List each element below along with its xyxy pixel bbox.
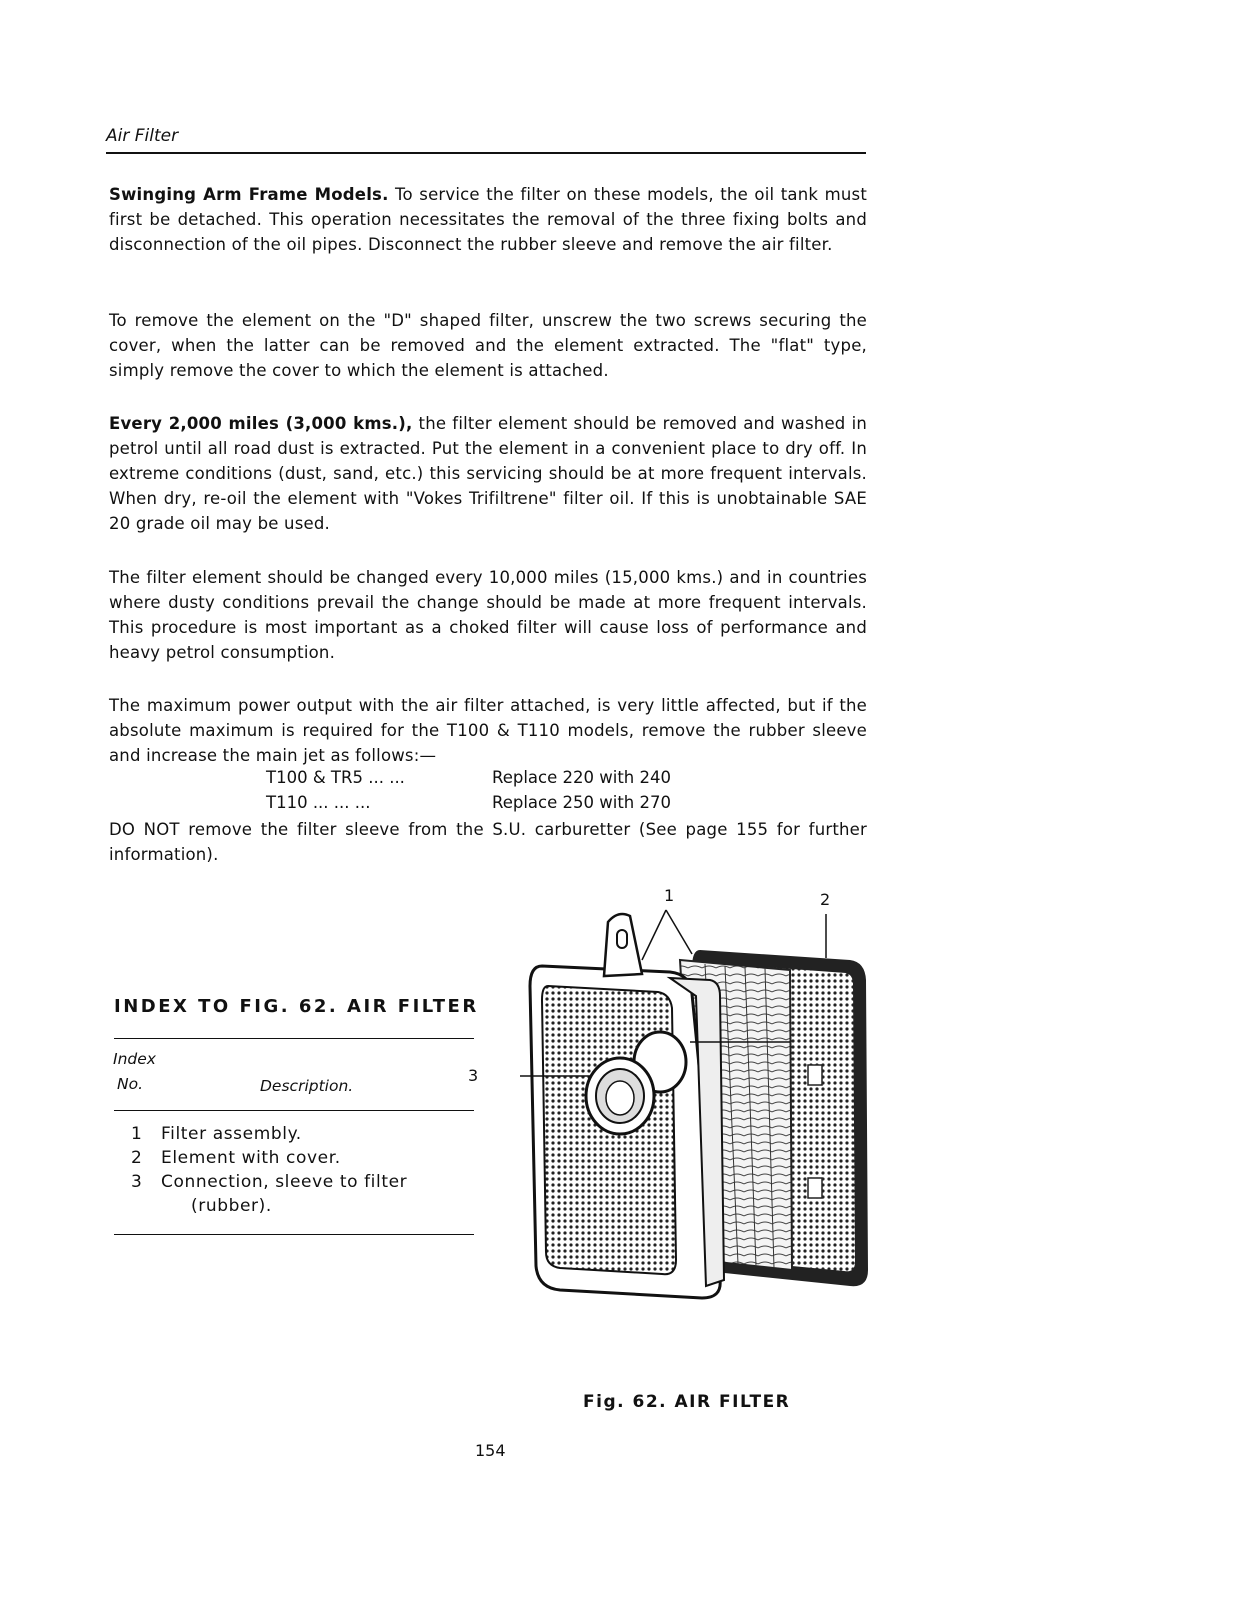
jet-row-t110	[266, 793, 671, 812]
index-rule-mid	[114, 1110, 474, 1111]
index-rule-bottom	[114, 1234, 474, 1235]
index-item-no: 3	[131, 1172, 143, 1192]
figure-caption: Fig. 62. AIR FILTER	[583, 1392, 791, 1412]
index-rule-top	[114, 1038, 474, 1039]
jet-model: T110 ... ... ...	[266, 793, 371, 812]
paragraph-replace-element: The filter element should be changed every 10,000 miles (15,000 kms.) and in countries where dusty conditions prevail the change should be made at more frequent intervals. This procedure is most important as a choked filter will cause loss of performance and heavy petrol consumption.	[109, 568, 867, 662]
page-header	[106, 126, 866, 154]
air-filter-illustration	[520, 900, 880, 1310]
index-item-3	[131, 1172, 407, 1192]
index-item-desc: Filter assembly.	[161, 1124, 302, 1144]
page-number: 154	[475, 1441, 506, 1460]
jet-model: T100 & TR5 ... ...	[266, 768, 405, 787]
callout-2: 2	[820, 890, 831, 909]
paragraph-body: the filter element should be removed and washed in petrol until all road dust is extracted. Put the element in a convenient place to dry off. In extreme conditions (dust, sand, etc.) this servicing should be at more frequent intervals. When dry, re-oil the element with "Vokes Trifiltrene" filter oil. If this is unobtainable SAE 20 grade oil may be used.	[109, 414, 868, 533]
jet-row-t100	[266, 768, 671, 787]
index-item-3-cont: (rubber).	[191, 1196, 272, 1216]
header-title: Air Filter	[106, 126, 179, 146]
index-item-no: 2	[131, 1148, 143, 1168]
paragraph-remove-element: To remove the element on the "D" shaped filter, unscrew the two screws securing the cover, when the latter can be removed and the element extracted. The "flat" type, simply remove the cover to which the element is attached.	[109, 311, 867, 380]
index-col-no: No.	[117, 1075, 144, 1093]
jet-change: Replace 220 with 240	[492, 768, 671, 787]
paragraph-power-output: The maximum power output with the air filter attached, is very little affected, but if the absolute maximum is required for the T100 & T110 models, remove the rubber sleeve and increase the main jet as follows:—	[109, 696, 867, 765]
index-col-description: Description.	[260, 1077, 354, 1095]
paragraph-service-interval	[109, 411, 867, 536]
paragraph-lead: Swinging Arm Frame Models.	[109, 185, 389, 204]
index-item-2	[131, 1148, 341, 1168]
index-item-no: 1	[131, 1124, 143, 1144]
paragraph-lead: Every 2,000 miles (3,000 kms.),	[109, 414, 413, 433]
index-col-index: Index	[113, 1050, 156, 1068]
index-item-1	[131, 1124, 302, 1144]
index-title: INDEX TO FIG. 62. AIR FILTER	[114, 996, 479, 1017]
paragraph-swinging-arm	[109, 182, 867, 257]
index-item-desc: Connection, sleeve to filter	[161, 1172, 408, 1192]
paragraph-do-not-remove: DO NOT remove the filter sleeve from the S.U. carburetter (See page 155 for further information).	[109, 820, 867, 864]
index-item-desc: Element with cover.	[161, 1148, 341, 1168]
paragraph-body: To service the filter on these models, the oil tank must first be detached. This operation necessitates the removal of the three fixing bolts and disconnection of the oil pipes. Disconnect the rubber sleeve and remove the air filter.	[109, 185, 867, 254]
callout-1: 1	[664, 886, 675, 905]
jet-change: Replace 250 with 270	[492, 793, 671, 812]
callout-3: 3	[468, 1066, 479, 1085]
